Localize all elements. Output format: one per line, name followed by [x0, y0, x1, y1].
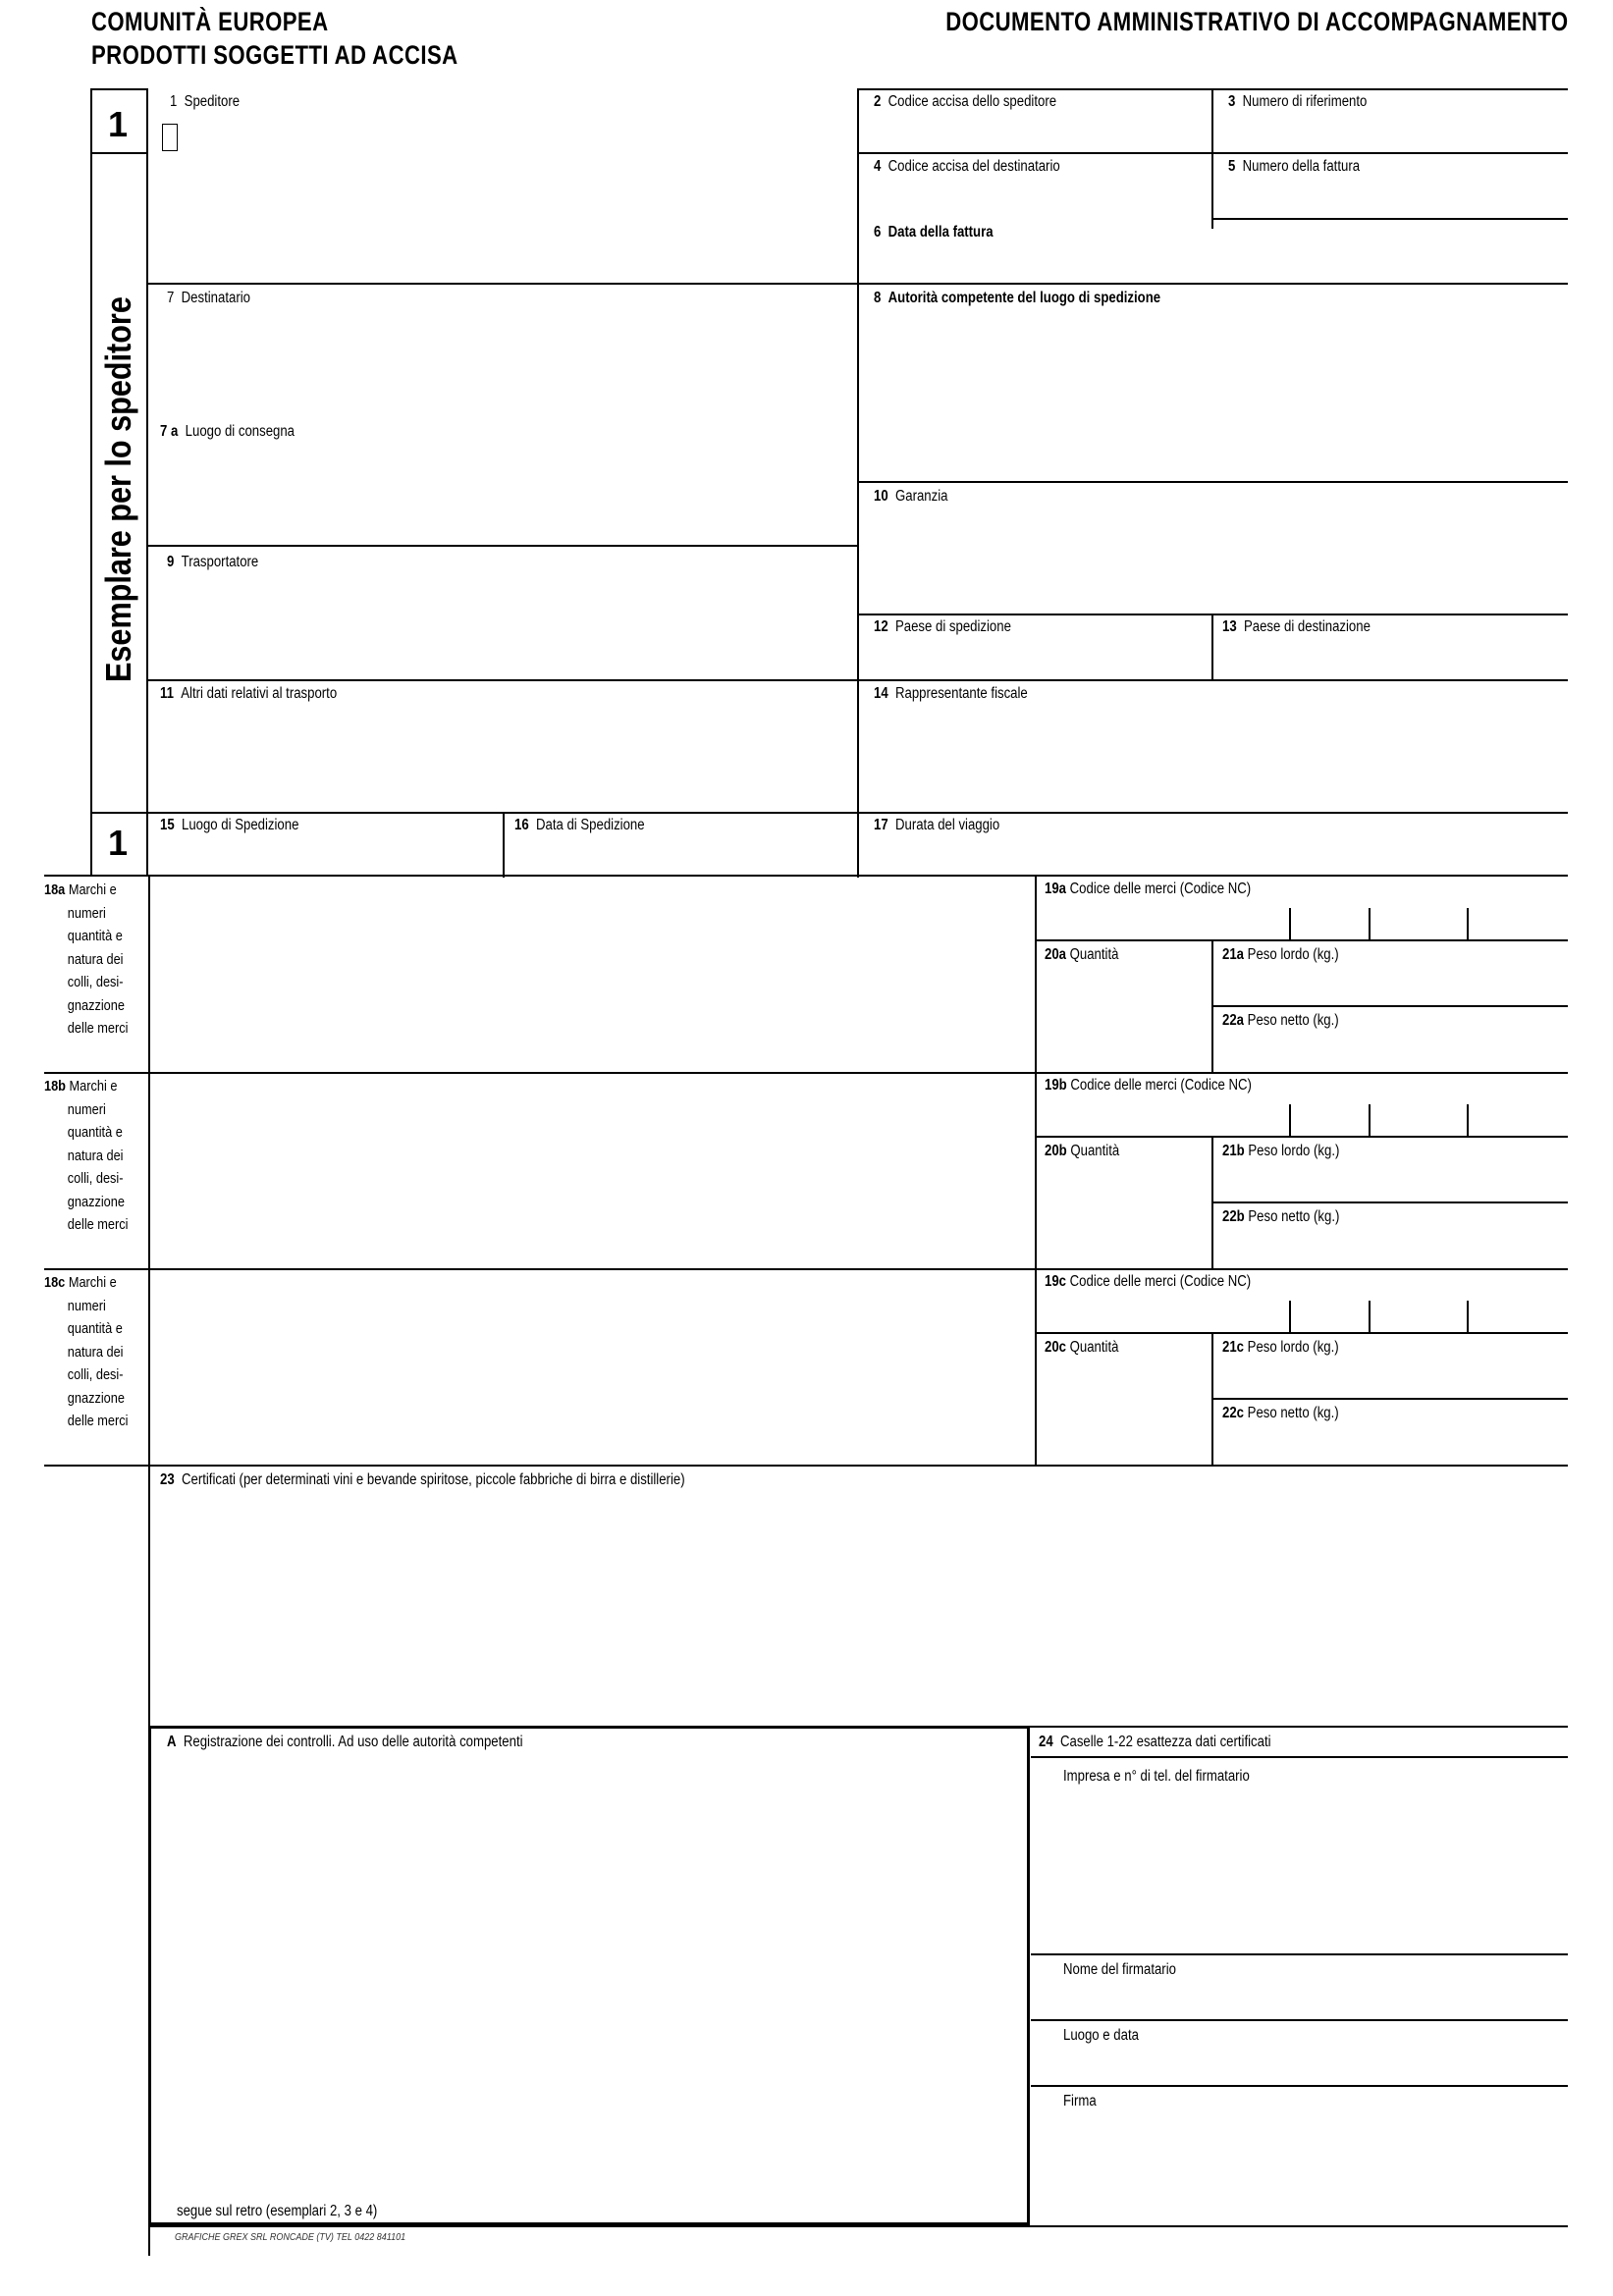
goods-b-gross-field[interactable] [1213, 1166, 1567, 1201]
field-7-label: 7 Destinatario [167, 290, 250, 306]
field-16-label: 16 Data di Spedizione [514, 817, 645, 833]
goods-c-net-field[interactable] [1213, 1427, 1567, 1464]
goods-a-qty-field[interactable] [1037, 970, 1210, 1071]
field-15-label: 15 Luogo di Spedizione [160, 817, 299, 833]
durata-viaggio-field[interactable] [859, 839, 1566, 874]
goods-c-gross-label: 21c Peso lordo (kg.) [1222, 1339, 1339, 1356]
goods-c-code-label: 19c Codice delle merci (Codice NC) [1045, 1273, 1252, 1290]
field-4-label: 4 Codice accisa del destinatario [874, 158, 1060, 175]
goods-c-qty-label: 20c Quantità [1045, 1339, 1119, 1356]
field-13-label: 13 Paese di destinazione [1222, 618, 1371, 635]
luogo-spedizione-field[interactable] [148, 839, 501, 874]
field-17-label: 17 Durata del viaggio [874, 817, 1000, 833]
field-7a-label: 7 a Luogo di consegna [160, 423, 296, 440]
field-23-label: 23 Certificati (per determinati vini e bevande spiritose, piccole fabbriche di birra e distillerie) [160, 1471, 685, 1488]
field-10-label: 10 Garanzia [874, 488, 948, 505]
goods-b-qty-label: 20b Quantità [1045, 1143, 1120, 1159]
field-24-name-label: Nome del firmatario [1063, 1961, 1176, 1978]
goods-c-qty-field[interactable] [1037, 1362, 1210, 1464]
field-12-label: 12 Paese di spedizione [874, 618, 1011, 635]
goods-b-code-label: 19b Codice delle merci (Codice NC) [1045, 1077, 1252, 1094]
field-1-label: 1 Speditore [170, 93, 241, 110]
goods-c-net-label: 22c Peso netto (kg.) [1222, 1405, 1339, 1421]
altri-dati-trasporto-field[interactable] [148, 707, 855, 810]
goods-b-side-label: 18b Marchi e numeri quantità e natura dei colli, desi- gnazzione delle merci [44, 1078, 129, 1233]
luogo-data-field[interactable] [1033, 2049, 1567, 2083]
goods-a-description-field[interactable] [150, 878, 1033, 1071]
autorita-competente-field[interactable] [859, 312, 1566, 479]
goods-b-qty-field[interactable] [1037, 1166, 1210, 1267]
goods-a-qty-label: 20a Quantità [1045, 946, 1119, 963]
field-24-sign-label: Firma [1063, 2093, 1097, 2109]
field-8-label: 8 Autorità competente del luogo di spedizione [874, 290, 1161, 306]
header-left-line1: COMUNITÀ EUROPEA [91, 7, 329, 36]
numero-fattura-field[interactable] [1213, 179, 1566, 216]
field-24-label: 24 Caselle 1-22 esattezza dati certificati [1039, 1734, 1271, 1750]
goods-a-net-label: 22a Peso netto (kg.) [1222, 1012, 1339, 1029]
copy-number-bottom: 1 [107, 823, 129, 863]
rappresentante-fiscale-field[interactable] [859, 707, 1566, 810]
goods-c-gross-field[interactable] [1213, 1362, 1567, 1398]
goods-a-gross-label: 21a Peso lordo (kg.) [1222, 946, 1339, 963]
codice-accisa-speditore-field[interactable] [859, 114, 1210, 150]
paese-spedizione-field[interactable] [859, 640, 1210, 677]
goods-b-net-label: 22b Peso netto (kg.) [1222, 1208, 1340, 1225]
continued-note: segue sul retro (esemplari 2, 3 e 4) [177, 2203, 378, 2219]
goods-c-code-field[interactable] [1037, 1298, 1567, 1331]
nome-firmatario-field[interactable] [1033, 1983, 1567, 2017]
printer-note: GRAFICHE GREX SRL RONCADE (TV) TEL 0422 841101 [175, 2232, 406, 2243]
data-spedizione-field[interactable] [505, 839, 855, 874]
data-fattura-field[interactable] [859, 245, 1566, 281]
codice-accisa-destinatario-field[interactable] [859, 179, 1210, 216]
field-5-label: 5 Numero della fattura [1228, 158, 1361, 175]
field-24-company-label: Impresa e n° di tel. del firmatario [1063, 1768, 1250, 1785]
goods-b-net-field[interactable] [1213, 1231, 1567, 1267]
field-11-label: 11 Altri dati relativi al trasporto [160, 685, 338, 702]
header-right-title: DOCUMENTO AMMINISTRATIVO DI ACCOMPAGNAMENTO [944, 7, 1568, 36]
certificati-field[interactable] [150, 1494, 1567, 1725]
impresa-telefono-field[interactable] [1033, 1790, 1567, 1952]
numero-riferimento-field[interactable] [1213, 114, 1566, 150]
copy-vertical-label: Esemplare per lo speditore [98, 296, 138, 682]
header-left-line2: PRODOTTI SOGGETTI AD ACCISA [91, 40, 458, 70]
goods-c-side-label: 18c Marchi e numeri quantità e natura dei colli, desi- gnazzione delle merci [44, 1274, 129, 1429]
field-14-label: 14 Rappresentante fiscale [874, 685, 1028, 702]
goods-b-gross-label: 21b Peso lordo (kg.) [1222, 1143, 1340, 1159]
goods-a-code-field[interactable] [1037, 905, 1567, 938]
luogo-consegna-field[interactable] [148, 445, 855, 543]
goods-a-code-label: 19a Codice delle merci (Codice NC) [1045, 881, 1252, 897]
field-9-label: 9 Trasportatore [167, 554, 259, 570]
speditore-field[interactable] [148, 114, 855, 281]
goods-c-description-field[interactable] [150, 1270, 1033, 1464]
controlli-field[interactable] [157, 1757, 1021, 2189]
goods-b-code-field[interactable] [1037, 1101, 1567, 1135]
firma-field[interactable] [1033, 2115, 1567, 2223]
field-A-label: A Registrazione dei controlli. Ad uso delle autorità competenti [167, 1734, 523, 1750]
field-6-label: 6 Data della fattura [874, 224, 994, 240]
destinatario-field[interactable] [148, 312, 855, 418]
field-24-place-label: Luogo e data [1063, 2027, 1139, 2044]
goods-a-gross-field[interactable] [1213, 970, 1567, 1005]
field-3-label: 3 Numero di riferimento [1228, 93, 1368, 110]
goods-b-description-field[interactable] [150, 1074, 1033, 1267]
garanzia-field[interactable] [859, 510, 1566, 612]
goods-a-side-label: 18a Marchi e numeri quantità e natura dei colli, desi- gnazzione delle merci [44, 881, 129, 1037]
trasportatore-field[interactable] [148, 576, 855, 677]
goods-a-net-field[interactable] [1213, 1035, 1567, 1071]
field-2-label: 2 Codice accisa dello speditore [874, 93, 1057, 110]
copy-number-top: 1 [107, 104, 129, 144]
paese-destinazione-field[interactable] [1213, 640, 1566, 677]
